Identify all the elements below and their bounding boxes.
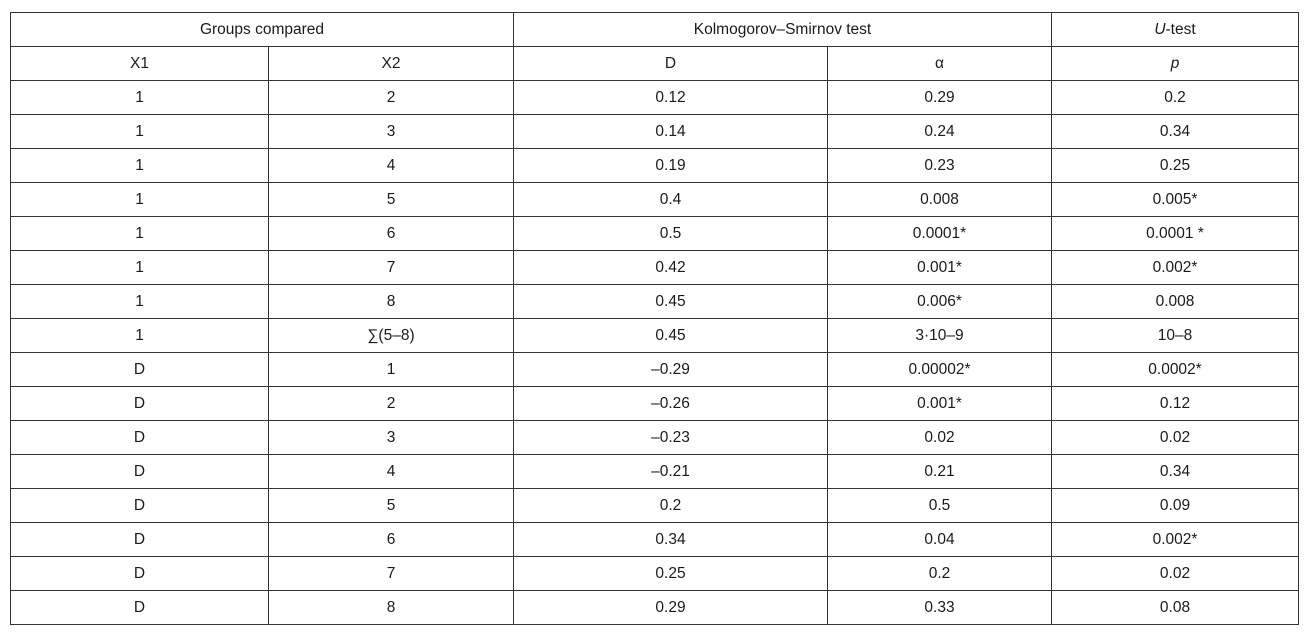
cell-d: 0.34 [514,523,828,557]
cell-d: 0.45 [514,285,828,319]
cell-x2: 8 [269,591,514,625]
cell-alpha: 0.006* [828,285,1052,319]
cell-alpha: 0.23 [828,149,1052,183]
cell-alpha: 0.00002* [828,353,1052,387]
cell-alpha: 0.001* [828,251,1052,285]
cell-x2: 2 [269,81,514,115]
cell-d: 0.14 [514,115,828,149]
cell-x1: 1 [11,115,269,149]
header-row-columns [11,47,1299,81]
cell-d: –0.23 [514,421,828,455]
cell-d: 0.45 [514,319,828,353]
table-row [11,115,1299,149]
table-header [11,13,1299,81]
cell-d: 0.12 [514,81,828,115]
cell-x1: D [11,557,269,591]
cell-x2: 6 [269,523,514,557]
cell-p: 0.02 [1052,557,1299,591]
cell-x2: 1 [269,353,514,387]
cell-p: 10–8 [1052,319,1299,353]
cell-d: –0.21 [514,455,828,489]
cell-x1: 1 [11,251,269,285]
cell-p: 0.09 [1052,489,1299,523]
cell-d: 0.29 [514,591,828,625]
table-row [11,319,1299,353]
cell-x2: 7 [269,251,514,285]
cell-alpha: 0.21 [828,455,1052,489]
cell-alpha: 0.008 [828,183,1052,217]
table-row [11,523,1299,557]
cell-x2: 4 [269,149,514,183]
cell-x2: 3 [269,421,514,455]
cell-p: 0.005* [1052,183,1299,217]
cell-alpha: 0.29 [828,81,1052,115]
cell-alpha: 3·10–9 [828,319,1052,353]
cell-x1: D [11,387,269,421]
cell-alpha: 0.0001* [828,217,1052,251]
cell-d: 0.19 [514,149,828,183]
table-row [11,285,1299,319]
cell-d: 0.2 [514,489,828,523]
table-row [11,81,1299,115]
cell-alpha: 0.33 [828,591,1052,625]
cell-alpha: 0.001* [828,387,1052,421]
cell-d: 0.5 [514,217,828,251]
cell-p: 0.02 [1052,421,1299,455]
header-u-test [1052,13,1299,47]
cell-p: 0.34 [1052,115,1299,149]
table-row [11,591,1299,625]
cell-x1: D [11,353,269,387]
cell-p: 0.002* [1052,251,1299,285]
header-row-groups [11,13,1299,47]
cell-x1: D [11,421,269,455]
cell-x1: 1 [11,319,269,353]
header-u-test-letter: U [1154,20,1166,38]
cell-x2: 7 [269,557,514,591]
table-row [11,149,1299,183]
cell-alpha: 0.04 [828,523,1052,557]
cell-x2: 4 [269,455,514,489]
cell-p: 0.08 [1052,591,1299,625]
cell-p: 0.34 [1052,455,1299,489]
table-row [11,387,1299,421]
header-alpha: α [828,47,1052,81]
cell-d: 0.4 [514,183,828,217]
cell-x1: D [11,489,269,523]
cell-x2: 8 [269,285,514,319]
table-row [11,421,1299,455]
cell-alpha: 0.5 [828,489,1052,523]
cell-x1: D [11,591,269,625]
cell-x2: 3 [269,115,514,149]
cell-d: –0.26 [514,387,828,421]
header-p: p [1052,47,1299,81]
cell-p: 0.25 [1052,149,1299,183]
cell-x2: 6 [269,217,514,251]
cell-p: 0.12 [1052,387,1299,421]
cell-alpha: 0.02 [828,421,1052,455]
statistics-table-container [10,12,1299,625]
cell-x1: 1 [11,183,269,217]
cell-p: 0.008 [1052,285,1299,319]
cell-x1: D [11,455,269,489]
header-groups-compared: Groups compared [11,13,514,47]
table-body [11,81,1299,625]
header-d: D [514,47,828,81]
cell-x1: 1 [11,285,269,319]
table-row [11,455,1299,489]
header-ks-test: Kolmogorov–Smirnov test [514,13,1052,47]
table-row [11,557,1299,591]
table-row [11,217,1299,251]
table-row [11,489,1299,523]
cell-d: 0.42 [514,251,828,285]
table-row [11,183,1299,217]
cell-x2: 2 [269,387,514,421]
cell-p: 0.2 [1052,81,1299,115]
cell-p: 0.002* [1052,523,1299,557]
cell-alpha: 0.24 [828,115,1052,149]
cell-p: 0.0001 * [1052,217,1299,251]
cell-alpha: 0.2 [828,557,1052,591]
cell-x1: 1 [11,81,269,115]
header-x2: X2 [269,47,514,81]
header-u-test-suffix: -test [1165,20,1196,38]
cell-x1: 1 [11,217,269,251]
statistics-table [10,12,1299,625]
cell-x2: 5 [269,489,514,523]
cell-p: 0.0002* [1052,353,1299,387]
cell-x1: 1 [11,149,269,183]
cell-x2: 5 [269,183,514,217]
cell-x1: D [11,523,269,557]
cell-d: –0.29 [514,353,828,387]
table-row [11,353,1299,387]
header-x1: X1 [11,47,269,81]
table-row [11,251,1299,285]
cell-x2: ∑(5–8) [269,319,514,353]
cell-d: 0.25 [514,557,828,591]
